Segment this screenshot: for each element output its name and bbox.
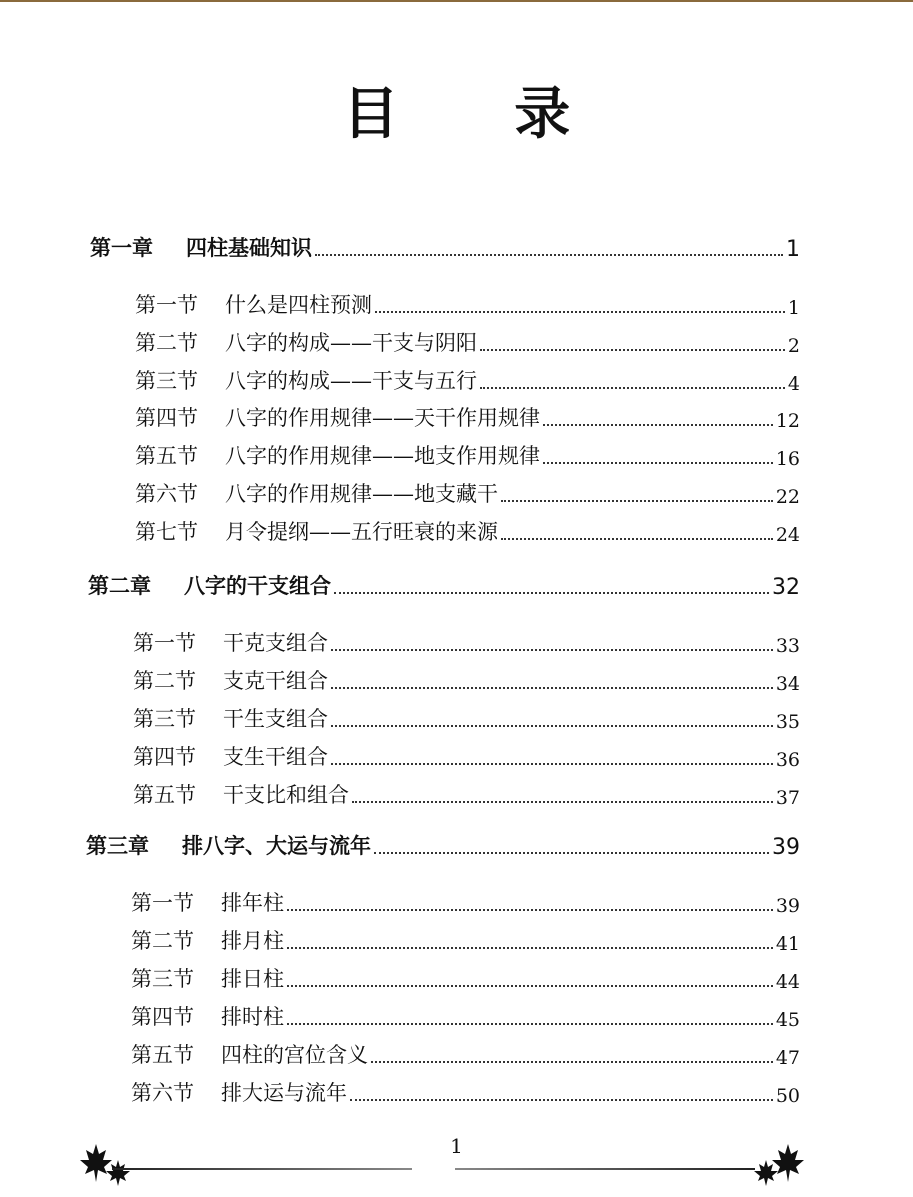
footer-rule-right	[455, 1168, 755, 1170]
toc-page: 16	[775, 448, 800, 471]
toc-section-row	[135, 440, 800, 470]
leader-dots	[334, 592, 769, 594]
toc-section-row	[131, 1039, 800, 1069]
toc-page: 2	[787, 334, 800, 357]
leader-dots	[287, 1023, 773, 1025]
toc-section-row	[135, 478, 800, 508]
toc-title: 干生支组合	[223, 707, 328, 731]
leader-dots	[501, 500, 773, 502]
toc-title: 支克干组合	[223, 669, 328, 693]
toc-number: 第一节	[135, 293, 198, 317]
toc-number: 第五节	[133, 783, 196, 807]
toc-section-row	[133, 779, 800, 809]
leader-dots	[543, 462, 773, 464]
toc-title: 四柱的宫位含义	[221, 1043, 368, 1067]
toc-page: 47	[775, 1047, 800, 1069]
toc-number: 第三章	[86, 834, 149, 858]
toc-title: 排时柱	[221, 1005, 284, 1029]
toc-section-row	[135, 365, 800, 395]
toc-title: 干克支组合	[223, 631, 328, 655]
toc-page: 44	[775, 971, 800, 993]
page-number: 1	[450, 1134, 463, 1158]
toc-page: 4	[787, 372, 800, 395]
leader-dots	[315, 254, 783, 256]
toc-section-row	[135, 327, 800, 357]
toc-number: 第六节	[135, 482, 198, 506]
toc-number: 第七节	[135, 519, 198, 544]
toc-number: 第二节	[135, 330, 198, 355]
toc-number: 第三节	[135, 368, 198, 393]
toc-page: 36	[775, 749, 800, 771]
toc-section-row	[133, 703, 800, 733]
toc-title: 八字的干支组合	[184, 574, 331, 598]
toc-title: 什么是四柱预测	[225, 293, 372, 317]
toc-page: 37	[775, 787, 800, 809]
toc-number: 第五节	[135, 444, 198, 469]
leader-dots	[331, 687, 773, 689]
toc-number: 第三节	[133, 707, 196, 731]
toc-title: 排大运与流年	[221, 1081, 347, 1105]
leader-dots	[480, 349, 785, 351]
page-title: 目 录	[342, 82, 619, 147]
toc-section-row	[131, 925, 800, 955]
toc-page: 22	[775, 486, 800, 508]
toc-section-row	[135, 402, 800, 432]
toc-section-row	[131, 963, 800, 993]
toc-section-row	[135, 289, 800, 319]
toc-page: 32	[772, 575, 800, 600]
toc-section-row	[133, 741, 800, 771]
leader-dots	[287, 947, 773, 949]
leader-dots	[371, 1061, 773, 1063]
toc-section-row	[133, 665, 800, 695]
toc-chapter-row	[88, 570, 800, 600]
toc-section-row	[131, 1001, 800, 1031]
leader-dots	[352, 801, 773, 803]
toc-number: 第三节	[131, 967, 194, 991]
leader-dots	[331, 763, 773, 765]
page-footer	[0, 1128, 913, 1188]
toc-title: 八字的构成——干支与五行	[225, 368, 477, 393]
toc-section-row	[131, 1077, 800, 1107]
toc-number: 第四节	[135, 406, 198, 431]
leader-dots	[331, 725, 773, 727]
toc-title: 排年柱	[221, 891, 284, 915]
toc-number: 第四节	[133, 745, 196, 769]
leader-dots	[287, 985, 773, 987]
toc-title: 支生干组合	[223, 745, 328, 769]
leader-dots	[375, 311, 785, 313]
toc-title: 四柱基础知识	[186, 236, 312, 260]
toc-page: 35	[775, 711, 800, 733]
toc-page: 1	[787, 297, 800, 319]
toc-section-row	[133, 627, 800, 657]
toc-number: 第一章	[90, 236, 153, 260]
toc-section-row	[131, 887, 800, 917]
toc-title: 八字的作用规律——地支作用规律	[225, 444, 540, 469]
toc-page: 39	[772, 835, 800, 860]
leader-dots	[331, 649, 773, 651]
maple-leaf-icon	[748, 1140, 808, 1188]
toc-page: 24	[775, 523, 800, 546]
toc-number: 第二节	[131, 929, 194, 953]
toc-number: 第二节	[133, 669, 196, 693]
toc-number: 第一节	[133, 631, 196, 655]
toc-title: 排月柱	[221, 929, 284, 953]
toc-title: 排日柱	[221, 967, 284, 991]
toc-title: 干支比和组合	[223, 783, 349, 807]
toc-title: 八字的作用规律——地支藏干	[225, 482, 498, 506]
toc-page: 33	[775, 635, 800, 657]
leader-dots	[501, 538, 773, 540]
toc-number: 第六节	[131, 1081, 194, 1105]
leader-dots	[287, 909, 773, 911]
toc-chapter-row	[86, 830, 800, 860]
toc-page: 39	[775, 895, 800, 917]
toc-title: 月令提纲——五行旺衰的来源	[225, 519, 498, 544]
toc-section-row	[135, 516, 800, 546]
leader-dots	[480, 387, 785, 389]
leader-dots	[350, 1099, 773, 1101]
toc-title: 八字的构成——干支与阴阳	[225, 330, 477, 355]
footer-rule-left	[112, 1168, 412, 1170]
toc-number: 第五节	[131, 1043, 194, 1067]
toc-number: 第二章	[88, 574, 151, 598]
leader-dots	[374, 852, 769, 854]
toc-page: 45	[775, 1009, 800, 1031]
toc-page: 1	[786, 237, 800, 262]
leader-dots	[543, 424, 773, 426]
toc-page: 50	[775, 1085, 800, 1107]
toc-page: 41	[775, 933, 800, 955]
toc-title: 八字的作用规律——天干作用规律	[225, 406, 540, 431]
toc-chapter-row	[90, 232, 800, 262]
toc-title: 排八字、大运与流年	[182, 834, 371, 858]
toc-number: 第一节	[131, 891, 194, 915]
toc-number: 第四节	[131, 1005, 194, 1029]
top-border	[0, 0, 913, 2]
toc-page: 12	[775, 410, 800, 433]
toc-page: 34	[775, 673, 800, 695]
